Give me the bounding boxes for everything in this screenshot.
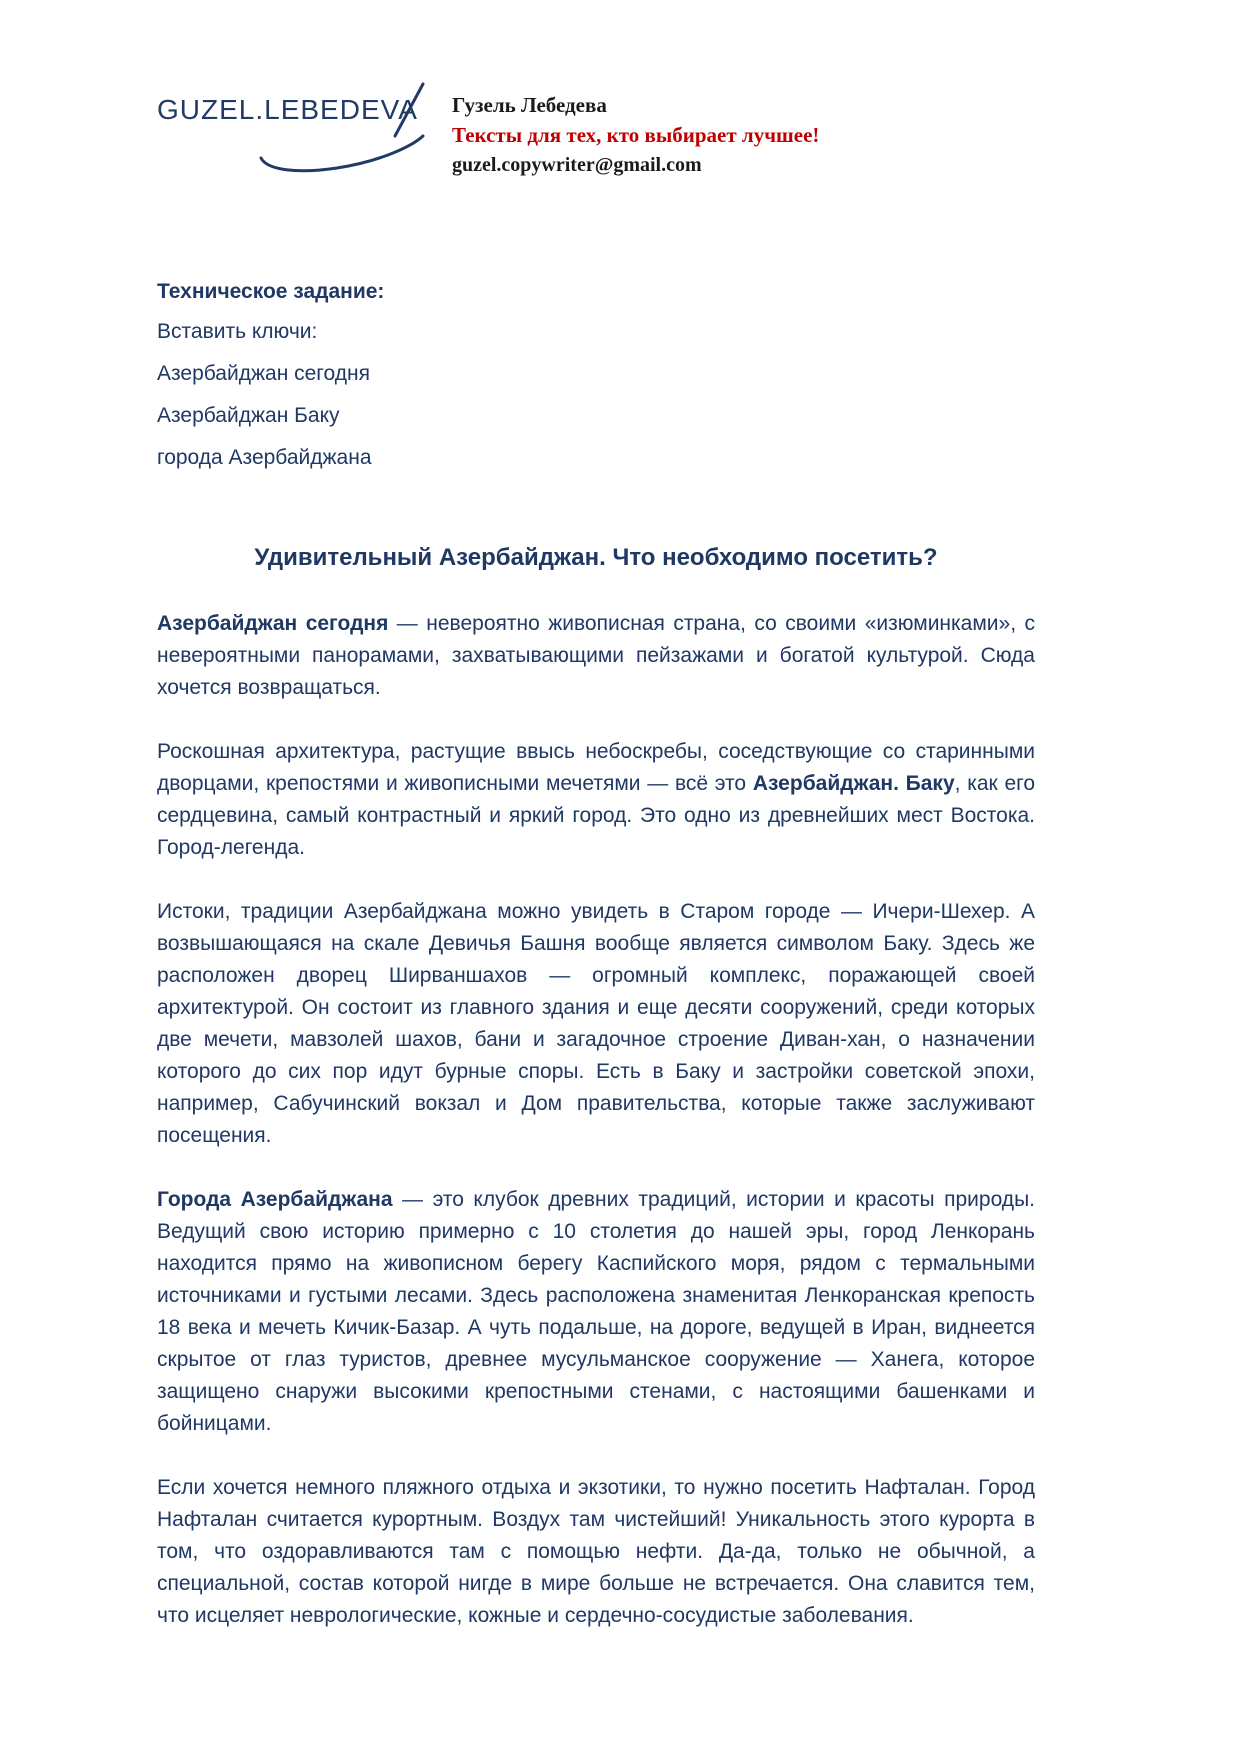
brief-subtitle: Вставить ключи: [157, 320, 318, 343]
paragraph-text: Роскошная архитектура, растущие ввысь небоскребы, соседствующие со старинными дворцами, крепостями и живописными мечетями — всё это [157, 740, 1035, 795]
logo [157, 88, 452, 188]
keyword-item: города Азербайджана [157, 446, 372, 469]
article-paragraph [157, 1472, 1035, 1632]
author-name: Гузель Лебедева [452, 93, 607, 117]
article-paragraph [157, 608, 1035, 704]
paragraph-bold-keyword: Азербайджан. Баку [752, 772, 955, 795]
paragraph-text: , как его сердцевина, самый контрастный и яркий город. Это одно из древнейших мест Востока. Город-легенда. [157, 772, 1035, 859]
paragraph-text: — невероятно живописная страна, со своими «изюминками», с невероятными панорамами, захватывающими пейзажами и богатой культурой. Сюда хочется возвращаться. [157, 612, 1035, 699]
logo-text: GUZEL.LEBEDEVA [157, 94, 418, 125]
technical-brief [157, 280, 1035, 472]
paragraph-text: — это клубок древних традиций, истории и красоты природы. Ведущий свою историю примерно с 10 столетия до нашей эры, город Ленкорань находится прямо на живописном берегу Каспийского моря, рядом с термальными источниками и густыми лесами. Здесь расположена знаменитая Ленкоранская крепость 18 века и мечеть Кичик-Базар. А чуть подальше, на дороге, ведущей в Иран, виднеется скрытое от глаз туристов, древнее мусульманское сооружение — Ханега, которое защищено снаружи высокими крепостными стенами, с настоящими башенками и бойницами. [157, 1188, 1035, 1435]
paragraph-bold-keyword: Города Азербайджана [157, 1188, 393, 1211]
article-paragraph [157, 1184, 1035, 1440]
paragraph-text: Если хочется немного пляжного отдыха и экзотики, то нужно посетить Нафталан. Город Нафталан считается курортным. Воздух там чистейший! Уникальность этого курорта в том, что оздоравливаются там с помощью нефти. Да-да, только не обычной, а специальной, состав которой нигде в мире больше не встречается. Она славится тем, что исцеляет неврологические, кожные и сердечно-сосудистые заболевания. [157, 1476, 1035, 1627]
keyword-item: Азербайджан Баку [157, 404, 340, 427]
paragraph-text: Истоки, традиции Азербайджана можно увидеть в Старом городе — Ичери-Шехер. А возвышающаяся на скале Девичья Башня вообще является символом Баку. Здесь же расположен дворец Ширваншахов — огромный комплекс, поражающей своей архитектурой. Он состоит из главного здания и еще десяти сооружений, среди которых две мечети, мавзолей шахов, бани и загадочное строение Диван-хан, о назначении которого до сих пор идут бурные споры. Есть в Баку и застройки советской эпохи, например, Сабучинский вокзал и Дом правительства, которые также заслуживают посещения. [157, 900, 1035, 1147]
paragraph-bold-keyword: Азербайджан сегодня [157, 612, 389, 635]
letterhead [157, 88, 1035, 188]
article-title: Удивительный Азербайджан. Что необходимо посетить? [254, 544, 938, 571]
article-paragraph [157, 896, 1035, 1152]
contact-block [452, 88, 819, 180]
swoosh-underline-icon [257, 132, 427, 178]
tagline: Тексты для тех, кто выбирает лучшее! [452, 123, 820, 147]
brief-title: Техническое задание: [157, 280, 385, 303]
keyword-item: Азербайджан сегодня [157, 362, 370, 385]
article-paragraph [157, 736, 1035, 864]
email-address: guzel.copywriter@gmail.com [452, 154, 702, 176]
keyword-list [157, 360, 1035, 472]
article-body [157, 608, 1035, 1632]
